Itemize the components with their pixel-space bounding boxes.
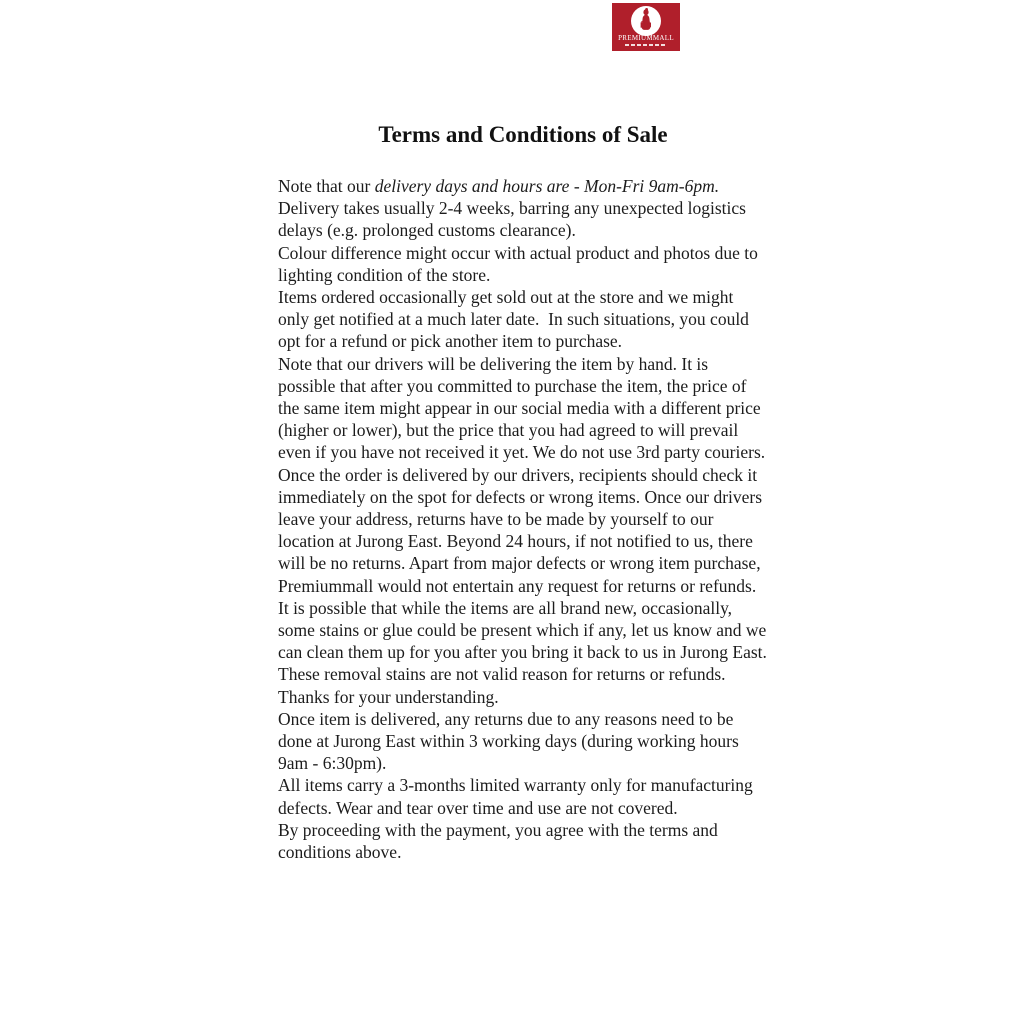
paragraph-return-window: Once item is delivered, any returns due to any reasons need to be done at Jurong East within 3 working days (during working hours 9am - 6:30pm). bbox=[278, 708, 744, 774]
paragraph-sold-out: Items ordered occasionally get sold out at the store and we might only get notified at a much later date. In such situations, you could opt for a refund or pick another item to purchase. bbox=[278, 287, 754, 352]
intro-italic-text: delivery days and hours are - Mon-Fri 9am-6pm. bbox=[374, 176, 720, 196]
logo-tagline bbox=[625, 44, 667, 46]
paragraph-delivery-days bbox=[278, 175, 768, 197]
premiummall-logo bbox=[612, 3, 680, 51]
paragraph-payment-agreement: By proceeding with the payment, you agree with the terms and conditions above. bbox=[278, 819, 723, 863]
paragraph-delivery-duration: Delivery takes usually 2-4 weeks, barring any unexpected logistics delays (e.g. prolonged customs clearance). bbox=[278, 198, 751, 241]
paragraph-colour-difference: Colour difference might occur with actual product and photos due to lighting condition of the store. bbox=[278, 242, 763, 285]
logo-brand-text: PREMIUMMALL bbox=[618, 34, 674, 42]
logo-circle bbox=[631, 6, 661, 36]
paragraph-returns-policy: Once the order is delivered by our drivers, recipients should check it immediately on the spot for defects or wrong items. Once our drivers leave your address, returns have to be made by yourself to our location at Jurong East. Beyond 24 hours, if not notified to us, there will be no returns. Apart from major defects or wrong item purchase, Premiummall would not entertain any request for returns or refunds. bbox=[278, 464, 767, 596]
shopper-silhouette-icon bbox=[631, 6, 661, 36]
terms-document bbox=[278, 120, 771, 863]
intro-normal-text: Note that our bbox=[278, 176, 375, 196]
paragraph-stains-glue: It is possible that while the items are all brand new, occasionally, some stains or glue could be present which if any, let us know and we can clean them up for you after you bring it back to us in Jurong East. These removal stains are not valid reason for returns or refunds. Thanks for your understanding. bbox=[278, 597, 771, 707]
paragraph-warranty: All items carry a 3-months limited warranty only for manufacturing defects. Wear and tear over time and use are not covered. bbox=[278, 775, 758, 818]
paragraph-hand-delivery-pricing: Note that our drivers will be delivering the item by hand. It is possible that after you committed to purchase the item, the price of the same item might appear in our social media with a different price (higher or lower), but the price that you had agreed to will prevail even if you have not received it yet. We do not use 3rd party couriers. bbox=[278, 353, 766, 463]
document-title: Terms and Conditions of Sale bbox=[378, 122, 668, 147]
